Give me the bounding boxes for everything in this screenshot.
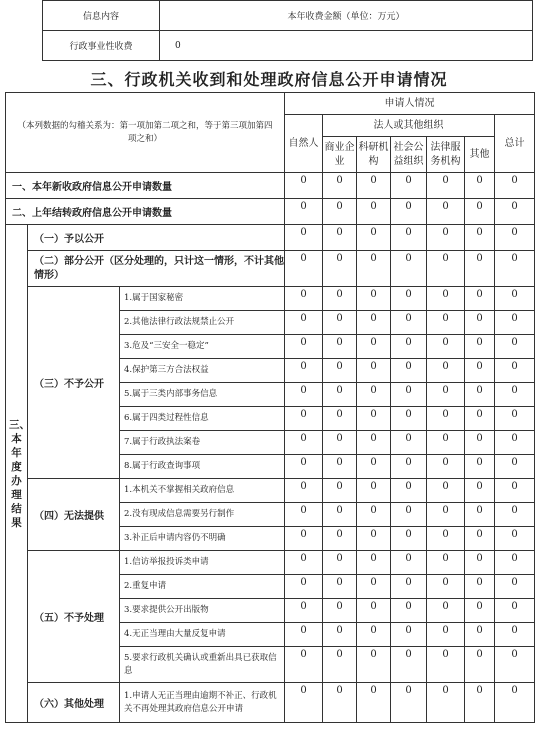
cell-value: 0 [495, 551, 535, 575]
cell-value: 0 [465, 599, 495, 623]
cell-value: 0 [391, 479, 427, 503]
cell-value: 0 [357, 335, 391, 359]
group-label: （一）予以公开 [28, 225, 285, 251]
row-label: 二、上年结转政府信息公开申请数量 [6, 199, 285, 225]
cell-value: 0 [391, 225, 427, 251]
cell-value: 0 [285, 335, 323, 359]
cell-value: 0 [323, 503, 357, 527]
row3-label: 三、本年度办理结果 [6, 225, 28, 723]
cell-value: 0 [427, 383, 465, 407]
cell-value: 0 [357, 251, 391, 287]
cell-value: 0 [285, 647, 323, 683]
item-label: 7.属于行政执法案卷 [120, 431, 285, 455]
cell-value: 0 [323, 431, 357, 455]
cell-value: 0 [357, 199, 391, 225]
cell-value: 0 [495, 623, 535, 647]
cell-value: 0 [495, 647, 535, 683]
cell-value: 0 [357, 575, 391, 599]
cell-value: 0 [495, 479, 535, 503]
cell-value: 0 [391, 199, 427, 225]
cell-value: 0 [495, 383, 535, 407]
cell-value: 0 [427, 599, 465, 623]
cell-value: 0 [465, 551, 495, 575]
cell-value: 0 [323, 383, 357, 407]
table-row [6, 287, 535, 311]
group-label: （五）不予处理 [28, 551, 120, 683]
cell-value: 0 [357, 683, 391, 723]
cell-value: 0 [495, 455, 535, 479]
cell-value: 0 [285, 623, 323, 647]
cell-value: 0 [391, 173, 427, 199]
cell-value: 0 [465, 623, 495, 647]
cell-value: 0 [495, 287, 535, 311]
cell-value: 0 [357, 359, 391, 383]
cell-value: 0 [495, 503, 535, 527]
cell-value: 0 [357, 503, 391, 527]
cell-value: 0 [465, 199, 495, 225]
cell-value: 0 [323, 575, 357, 599]
cell-value: 0 [427, 287, 465, 311]
item-label: 1.本机关不掌握相关政府信息 [120, 479, 285, 503]
cell-value: 0 [465, 359, 495, 383]
cell-value: 0 [427, 503, 465, 527]
table-row [6, 251, 535, 287]
cell-value: 0 [285, 431, 323, 455]
cell-value: 0 [323, 599, 357, 623]
table-row [6, 225, 535, 251]
cell-value: 0 [427, 311, 465, 335]
cell-value: 0 [465, 647, 495, 683]
fee-header-value: 本年收费金额（单位：万元） [160, 1, 533, 31]
cell-value: 0 [323, 225, 357, 251]
cell-value: 0 [391, 251, 427, 287]
fee-header-label: 信息内容 [43, 1, 160, 31]
cell-value: 0 [427, 251, 465, 287]
cell-value: 0 [323, 199, 357, 225]
cell-value: 0 [357, 599, 391, 623]
cell-value: 0 [391, 623, 427, 647]
cell-value: 0 [495, 683, 535, 723]
item-label: 1.信访举报投诉类申请 [120, 551, 285, 575]
cell-value: 0 [495, 199, 535, 225]
table-row [6, 173, 535, 199]
cell-value: 0 [465, 683, 495, 723]
cell-value: 0 [323, 683, 357, 723]
cell-value: 0 [391, 287, 427, 311]
cell-value: 0 [427, 199, 465, 225]
cell-value: 0 [323, 173, 357, 199]
col-header: 法律服务机构 [427, 137, 465, 173]
cell-value: 0 [391, 431, 427, 455]
cell-value: 0 [495, 575, 535, 599]
legal-group-header: 法人或其他组织 [323, 115, 495, 137]
cell-value: 0 [323, 251, 357, 287]
fee-row-label: 行政事业性收费 [43, 31, 160, 61]
item-label: 5.属于三类内部事务信息 [120, 383, 285, 407]
cell-value: 0 [495, 359, 535, 383]
cell-value: 0 [323, 359, 357, 383]
item-label: 2.其他法律行政法规禁止公开 [120, 311, 285, 335]
cell-value: 0 [465, 225, 495, 251]
cell-value: 0 [495, 527, 535, 551]
cell-value: 0 [285, 173, 323, 199]
cell-value: 0 [495, 599, 535, 623]
group-label: （二）部分公开（区分处理的，只计这一情形，不计其他情形） [28, 251, 285, 287]
cell-value: 0 [357, 173, 391, 199]
table-row [6, 551, 535, 575]
group-label: （三）不予公开 [28, 287, 120, 479]
cell-value: 0 [285, 199, 323, 225]
cell-value: 0 [285, 575, 323, 599]
cell-value: 0 [495, 225, 535, 251]
item-label: 2.没有现成信息需要另行制作 [120, 503, 285, 527]
cell-value: 0 [465, 311, 495, 335]
item-label: 3.补正后申请内容仍不明确 [120, 527, 285, 551]
cell-value: 0 [391, 407, 427, 431]
cell-value: 0 [465, 173, 495, 199]
cell-value: 0 [285, 527, 323, 551]
cell-value: 0 [285, 551, 323, 575]
cell-value: 0 [427, 479, 465, 503]
cell-value: 0 [427, 225, 465, 251]
fee-row-value: 0 [160, 31, 533, 61]
cell-value: 0 [323, 479, 357, 503]
cell-value: 0 [357, 407, 391, 431]
cell-value: 0 [285, 383, 323, 407]
cell-value: 0 [357, 287, 391, 311]
application-table [5, 92, 535, 723]
cell-value: 0 [323, 551, 357, 575]
group-label: （六）其他处理 [28, 683, 120, 723]
cell-value: 0 [323, 527, 357, 551]
cell-value: 0 [391, 575, 427, 599]
cell-value: 0 [285, 251, 323, 287]
cell-value: 0 [495, 335, 535, 359]
cell-value: 0 [465, 335, 495, 359]
total-header: 总计 [495, 115, 535, 173]
cell-value: 0 [357, 225, 391, 251]
cell-value: 0 [323, 455, 357, 479]
item-label: 1.属于国家秘密 [120, 287, 285, 311]
item-label: 2.重复申请 [120, 575, 285, 599]
cell-value: 0 [323, 311, 357, 335]
cell-value: 0 [357, 623, 391, 647]
cell-value: 0 [391, 527, 427, 551]
cell-value: 0 [465, 479, 495, 503]
cell-value: 0 [285, 479, 323, 503]
cell-value: 0 [495, 251, 535, 287]
cell-value: 0 [427, 683, 465, 723]
item-label: 5.要求行政机关确认或重新出具已获取信息 [120, 647, 285, 683]
cell-value: 0 [427, 455, 465, 479]
col-header: 社会公益组织 [391, 137, 427, 173]
cell-value: 0 [285, 503, 323, 527]
cell-value: 0 [465, 455, 495, 479]
col-header: 科研机构 [357, 137, 391, 173]
cell-value: 0 [495, 431, 535, 455]
cell-value: 0 [427, 527, 465, 551]
cell-value: 0 [357, 551, 391, 575]
item-label: 1.申请人无正当理由逾期不补正、行政机关不再处理其政府信息公开申请 [120, 683, 285, 723]
cell-value: 0 [427, 623, 465, 647]
cell-value: 0 [285, 455, 323, 479]
cell-value: 0 [285, 311, 323, 335]
natural-person-header: 自然人 [285, 115, 323, 173]
item-label: 4.无正当理由大量反复申请 [120, 623, 285, 647]
row-label: 一、本年新收政府信息公开申请数量 [6, 173, 285, 199]
cell-value: 0 [427, 551, 465, 575]
cell-value: 0 [495, 311, 535, 335]
cell-value: 0 [391, 551, 427, 575]
applicant-header: 申请人情况 [285, 93, 535, 115]
cell-value: 0 [285, 599, 323, 623]
cell-value: 0 [427, 431, 465, 455]
fee-table [42, 0, 533, 61]
item-label: 3.危及“三安全一稳定” [120, 335, 285, 359]
cell-value: 0 [465, 575, 495, 599]
cell-value: 0 [427, 407, 465, 431]
cell-value: 0 [323, 287, 357, 311]
cell-value: 0 [357, 527, 391, 551]
cell-value: 0 [285, 407, 323, 431]
cell-value: 0 [391, 311, 427, 335]
cell-value: 0 [495, 173, 535, 199]
cell-value: 0 [427, 173, 465, 199]
cell-value: 0 [465, 383, 495, 407]
table-row [6, 479, 535, 503]
cell-value: 0 [357, 455, 391, 479]
cell-value: 0 [391, 683, 427, 723]
item-label: 6.属于四类过程性信息 [120, 407, 285, 431]
cell-value: 0 [323, 623, 357, 647]
cell-value: 0 [391, 503, 427, 527]
cell-value: 0 [391, 383, 427, 407]
table-row [6, 683, 535, 723]
cell-value: 0 [391, 647, 427, 683]
cell-value: 0 [323, 407, 357, 431]
col-header: 商业企业 [323, 137, 357, 173]
item-label: 3.要求提供公开出版物 [120, 599, 285, 623]
cell-value: 0 [465, 287, 495, 311]
col-header: 其他 [465, 137, 495, 173]
cell-value: 0 [427, 647, 465, 683]
table-row [6, 199, 535, 225]
cell-value: 0 [357, 479, 391, 503]
cell-value: 0 [427, 335, 465, 359]
cell-value: 0 [465, 431, 495, 455]
item-label: 8.属于行政查询事项 [120, 455, 285, 479]
cell-value: 0 [465, 527, 495, 551]
cell-value: 0 [357, 431, 391, 455]
cell-value: 0 [465, 407, 495, 431]
cell-value: 0 [357, 311, 391, 335]
cell-value: 0 [465, 251, 495, 287]
cell-value: 0 [357, 647, 391, 683]
cell-value: 0 [285, 359, 323, 383]
cell-value: 0 [285, 683, 323, 723]
section-title: 三、行政机关收到和处理政府信息公开申请情况 [90, 70, 448, 89]
cell-value: 0 [427, 359, 465, 383]
cell-value: 0 [323, 647, 357, 683]
cell-value: 0 [391, 359, 427, 383]
cell-value: 0 [285, 287, 323, 311]
cell-value: 0 [391, 599, 427, 623]
cell-value: 0 [495, 407, 535, 431]
cell-value: 0 [391, 455, 427, 479]
group-label: （四）无法提供 [28, 479, 120, 551]
item-label: 4.保护第三方合法权益 [120, 359, 285, 383]
cell-value: 0 [285, 225, 323, 251]
cell-value: 0 [427, 575, 465, 599]
cell-value: 0 [391, 335, 427, 359]
table-note: （本列数据的勾稽关系为：第一项加第二项之和，等于第三项加第四项之和） [6, 93, 285, 173]
cell-value: 0 [465, 503, 495, 527]
cell-value: 0 [323, 335, 357, 359]
cell-value: 0 [357, 383, 391, 407]
